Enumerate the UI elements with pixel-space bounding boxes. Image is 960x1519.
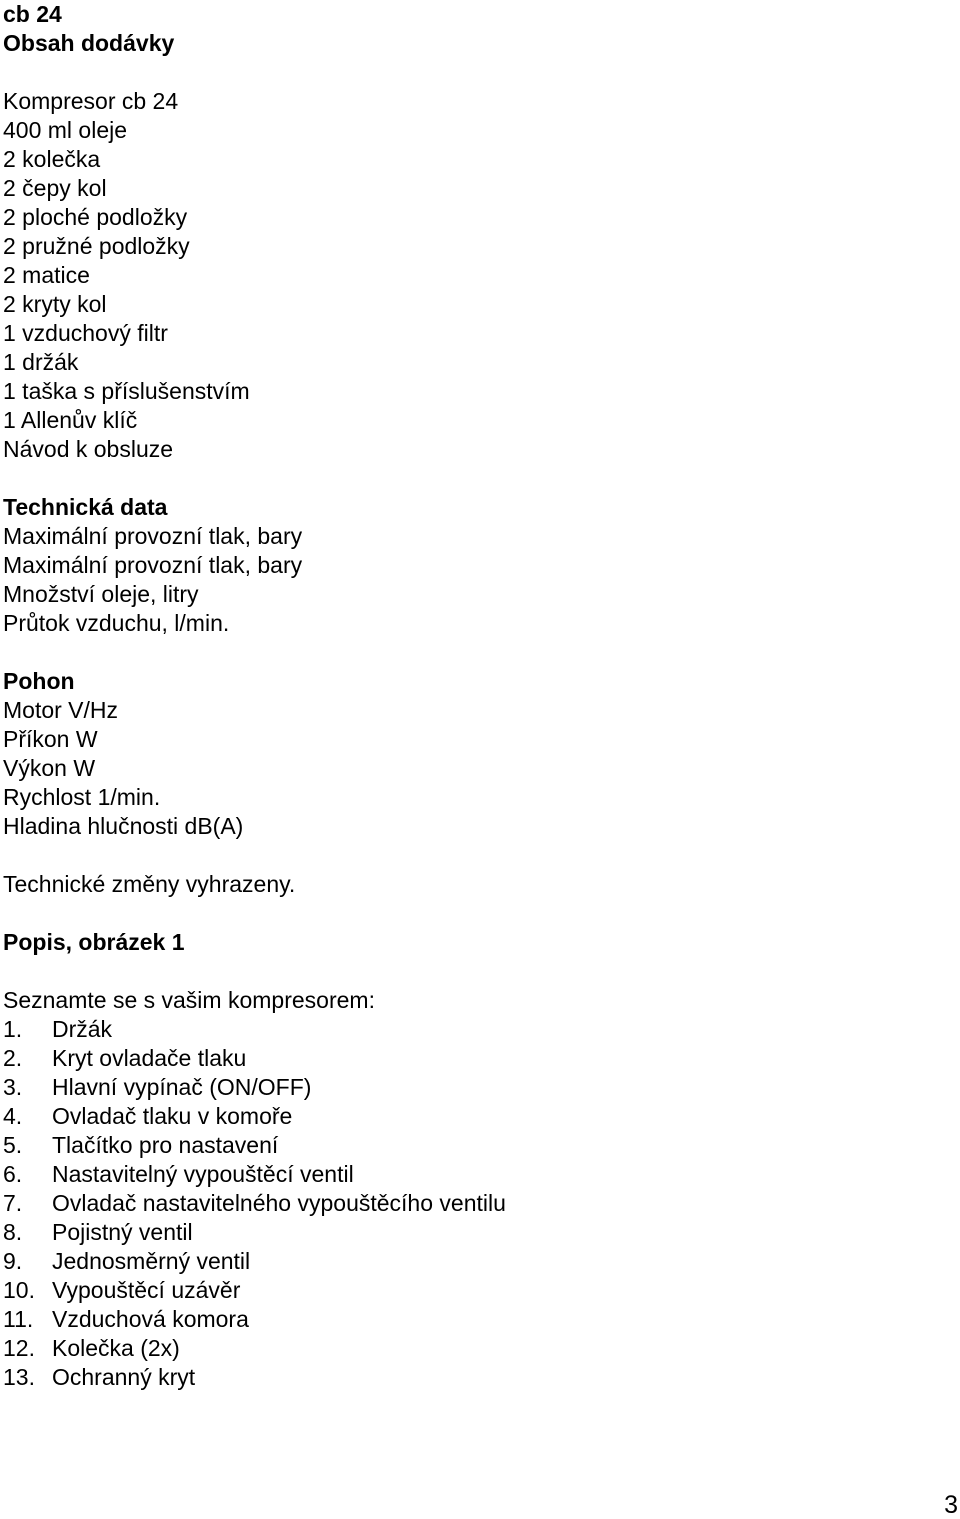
contents-item: 1 držák [3,349,79,375]
item-label: Ovladač nastavitelného vypouštěcího ventilu [52,1190,506,1216]
item-label: Kryt ovladače tlaku [52,1045,247,1071]
parts-list-item [3,1131,943,1160]
item-number: 11. [3,1306,34,1332]
item-number: 2. [3,1045,23,1071]
item-number: 13. [3,1364,35,1390]
technical-row: Množství oleje, litry [3,581,199,607]
page-number: 3 [944,1491,958,1519]
item-label: Nastavitelný vypouštěcí ventil [52,1161,354,1187]
contents-item: Kompresor cb 24 [3,88,179,114]
contents-item: 1 Allenův klíč [3,407,138,433]
item-label: Držák [52,1016,113,1042]
contents-item: 1 taška s příslušenstvím [3,378,250,404]
description-intro: Seznamte se s vašim kompresorem: [3,987,375,1013]
contents-heading: Obsah dodávky [3,30,175,56]
contents-item: 2 pružné podložky [3,233,190,259]
parts-list-item [3,1276,943,1305]
model-title: cb 24 [3,1,62,27]
drive-row: Rychlost 1/min. [3,784,161,810]
contents-item: 400 ml oleje [3,117,128,143]
spacer [3,899,943,928]
contents-item: Návod k obsluze [3,436,174,462]
contents-item: 2 matice [3,262,90,288]
item-label: Vypouštěcí uzávěr [52,1277,241,1303]
item-label: Hlavní vypínač (ON/OFF) [52,1074,312,1100]
parts-list-item [3,1247,943,1276]
technical-heading: Technická data [3,494,168,520]
spacer [3,841,943,870]
item-label: Pojistný ventil [52,1219,193,1245]
parts-list-item [3,1334,943,1363]
contents-item: 2 kolečka [3,146,101,172]
document-page [3,0,943,1392]
item-number: 9. [3,1248,23,1274]
description-heading: Popis, obrázek 1 [3,929,185,955]
item-number: 12. [3,1335,35,1361]
item-label: Vzduchová komora [52,1306,249,1332]
item-label: Ochranný kryt [52,1364,196,1390]
item-number: 1. [3,1016,23,1042]
item-number: 7. [3,1190,23,1216]
item-number: 6. [3,1161,23,1187]
parts-list-item [3,1073,943,1102]
contents-item: 2 čepy kol [3,175,107,201]
spacer [3,464,943,493]
item-label: Jednosměrný ventil [52,1248,251,1274]
parts-list-item [3,1160,943,1189]
item-number: 5. [3,1132,23,1158]
drive-heading: Pohon [3,668,75,694]
item-label: Ovladač tlaku v komoře [52,1103,293,1129]
technical-row: Maximální provozní tlak, bary [3,552,303,578]
drive-row: Hladina hlučnosti dB(A) [3,813,244,839]
spacer [3,638,943,667]
drive-row: Motor V/Hz [3,697,119,723]
parts-list-item [3,1363,943,1392]
contents-list [3,87,943,464]
parts-list-item [3,1044,943,1073]
item-label: Tlačítko pro nastavení [52,1132,279,1158]
contents-item: 1 vzduchový filtr [3,320,168,346]
technical-list [3,522,943,638]
spacer [3,58,943,87]
parts-list-item [3,1102,943,1131]
changes-note: Technické změny vyhrazeny. [3,871,296,897]
item-label: Kolečka (2x) [52,1335,180,1361]
contents-item: 2 kryty kol [3,291,107,317]
item-number: 10. [3,1277,35,1303]
technical-row: Maximální provozní tlak, bary [3,523,303,549]
parts-list-item [3,1305,943,1334]
drive-row: Příkon W [3,726,98,752]
item-number: 4. [3,1103,23,1129]
contents-item: 2 ploché podložky [3,204,188,230]
drive-row: Výkon W [3,755,96,781]
item-number: 3. [3,1074,23,1100]
technical-row: Průtok vzduchu, l/min. [3,610,230,636]
drive-list [3,696,943,841]
spacer [3,957,943,986]
parts-list-item [3,1189,943,1218]
parts-list-item [3,1015,943,1044]
parts-list-item [3,1218,943,1247]
parts-list [3,1015,943,1392]
item-number: 8. [3,1219,23,1245]
